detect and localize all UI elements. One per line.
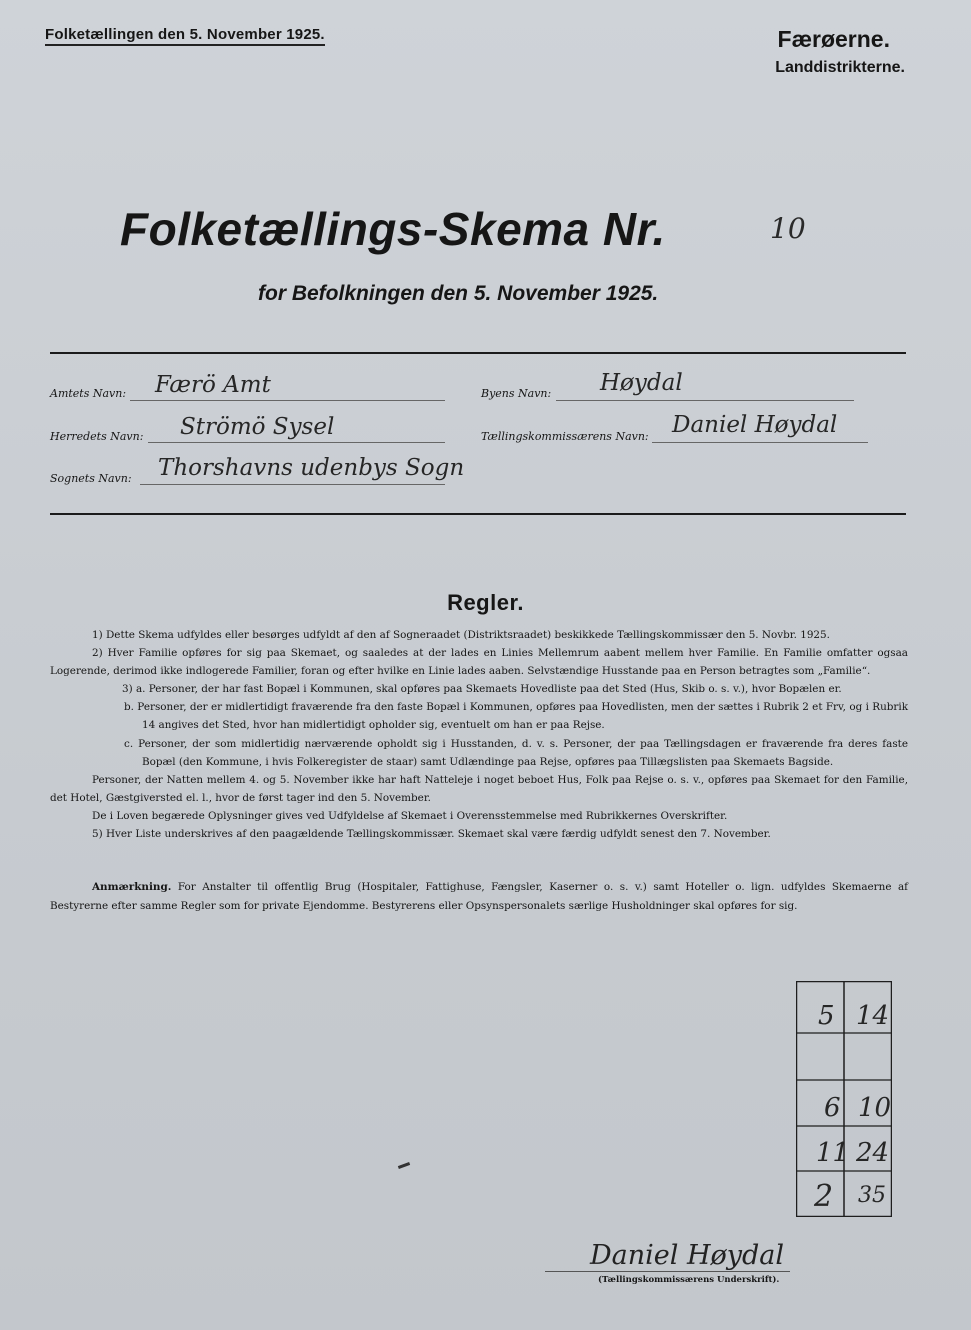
- herred-value: Strömö Sysel: [180, 414, 335, 440]
- tally-r3-left: 6: [824, 1093, 841, 1123]
- amt-value: Færö Amt: [155, 372, 271, 398]
- remark-text: For Anstalter til offentlig Brug (Hospitaler, Fattighuse, Fængsler, Kaserner o. s. v.) samt Hoteller o. lign. udfyldes Skemaerne af Bestyrerne efter samme Regler som for private Ejendomme. Bestyrerens eller Opsynspersonalets særlige Husholdninger skal opføres for sig.: [50, 881, 908, 912]
- sogn-value: Thorshavns udenbys Sogn: [158, 455, 465, 481]
- form-title: Folketællings-Skema Nr.: [120, 203, 666, 255]
- tally-r3-right: 10: [858, 1093, 892, 1123]
- sogn-label: Sognets Navn:: [50, 472, 132, 485]
- remark-label: Anmærkning.: [92, 881, 172, 893]
- rule-4: De i Loven begærede Oplysninger gives ved Udfyldelse af Skemaet i Overensstemmelse med Rubrikkernes Overskrifter.: [92, 809, 728, 822]
- census-date-header: Folketællingen den 5. November 1925.: [45, 26, 325, 46]
- signature-line: [545, 1271, 790, 1272]
- tally-r4-right: 24: [856, 1138, 890, 1168]
- ink-mark: [398, 1162, 410, 1169]
- kommissaer-label: Tællingskommissærens Navn:: [481, 430, 649, 443]
- amt-label: Amtets Navn:: [50, 387, 127, 400]
- herred-line: [148, 442, 445, 443]
- form-number: 10: [770, 212, 806, 245]
- rule-3d: Personer, der Natten mellem 4. og 5. November ikke har haft Natteleje i noget beboet Hus, Folk paa Rejse o. s. v., opføres paa Skemaet for den Familie, det Hotel, Gæstgiversted el. l., hvor de først tager ind den 5. November.: [50, 773, 908, 804]
- rules-heading: Regler.: [447, 590, 524, 615]
- tally-r1-left: 5: [818, 1001, 835, 1031]
- bottom-divider: [50, 513, 906, 515]
- tally-r5-left: 2: [814, 1179, 834, 1214]
- signature-value: Daniel Høydal: [590, 1240, 785, 1271]
- tally-r5-right: 35: [858, 1183, 886, 1208]
- kommissaer-line: [652, 442, 868, 443]
- rule-3c: c. Personer, der som midlertidig nærværende opholdt sig i Husstanden, d. v. s. Personer, der paa Tællingsdagen er fraværende fra deres faste Bopæl (den Kommune, i hvis Folkeregister de staar) samt Udlændinge paa Rejse, opføres paa Tillægslisten paa Skemaets Bagside.: [124, 737, 908, 768]
- sogn-line: [140, 484, 445, 485]
- rules-list: [50, 626, 908, 843]
- herred-label: Herredets Navn:: [50, 430, 144, 443]
- signature-caption: (Tællingskommissærens Underskrift).: [598, 1275, 780, 1285]
- tally-box: [796, 981, 892, 1217]
- top-divider: [50, 352, 906, 354]
- rule-5: 5) Hver Liste underskrives af den paagældende Tællingskommissær. Skemaet skal være færdig udfyldt senest den 7. November.: [92, 828, 771, 841]
- rule-1: 1) Dette Skema udfyldes eller besørges udfyldt af den af Sogneraadet (Distriktsraadet) beskikkede Tællingskommissær den 5. Novbr. 1925.: [92, 629, 830, 641]
- rule-2: 2) Hver Familie opføres for sig paa Skemaet, og saaledes at der lades en Linies Mellemrum aabent mellem hver Familie. En Familie omfatter ogsaa Logerende, derimod ikke indlogerede Familier, foran og efter hvilke en Linie lades aaben. Selvstændige Husstande paa en Person betragtes som „Familie“.: [50, 647, 908, 678]
- district-type-header: Landdistrikterne.: [775, 59, 905, 76]
- region-header: Færøerne.: [777, 26, 890, 52]
- tally-r1-right: 14: [856, 1001, 890, 1031]
- amt-line: [130, 400, 445, 401]
- by-value: Høydal: [600, 370, 683, 396]
- kommissaer-value: Daniel Høydal: [672, 412, 838, 438]
- by-label: Byens Navn:: [481, 387, 552, 400]
- tally-r4-left: 11: [816, 1138, 850, 1168]
- rule-3b: b. Personer, der er midlertidigt fraværende fra den faste Bopæl i Kommunen, opføres paa Hovedlisten, men der sættes i Rubrik 2 et Frv, og i Rubrik 14 angives det Sted, hvor han midlertidigt opholder sig, eventuelt om han er paa Rejse.: [124, 701, 908, 732]
- remark-block: [50, 878, 908, 915]
- form-subtitle: for Befolkningen den 5. November 1925.: [258, 282, 659, 305]
- rule-3a: 3) a. Personer, der har fast Bopæl i Kommunen, skal opføres paa Skemaets Hovedliste paa det Sted (Hus, Skib o. s. v.), hvor Bopælen er.: [122, 683, 842, 696]
- by-line: [556, 400, 854, 401]
